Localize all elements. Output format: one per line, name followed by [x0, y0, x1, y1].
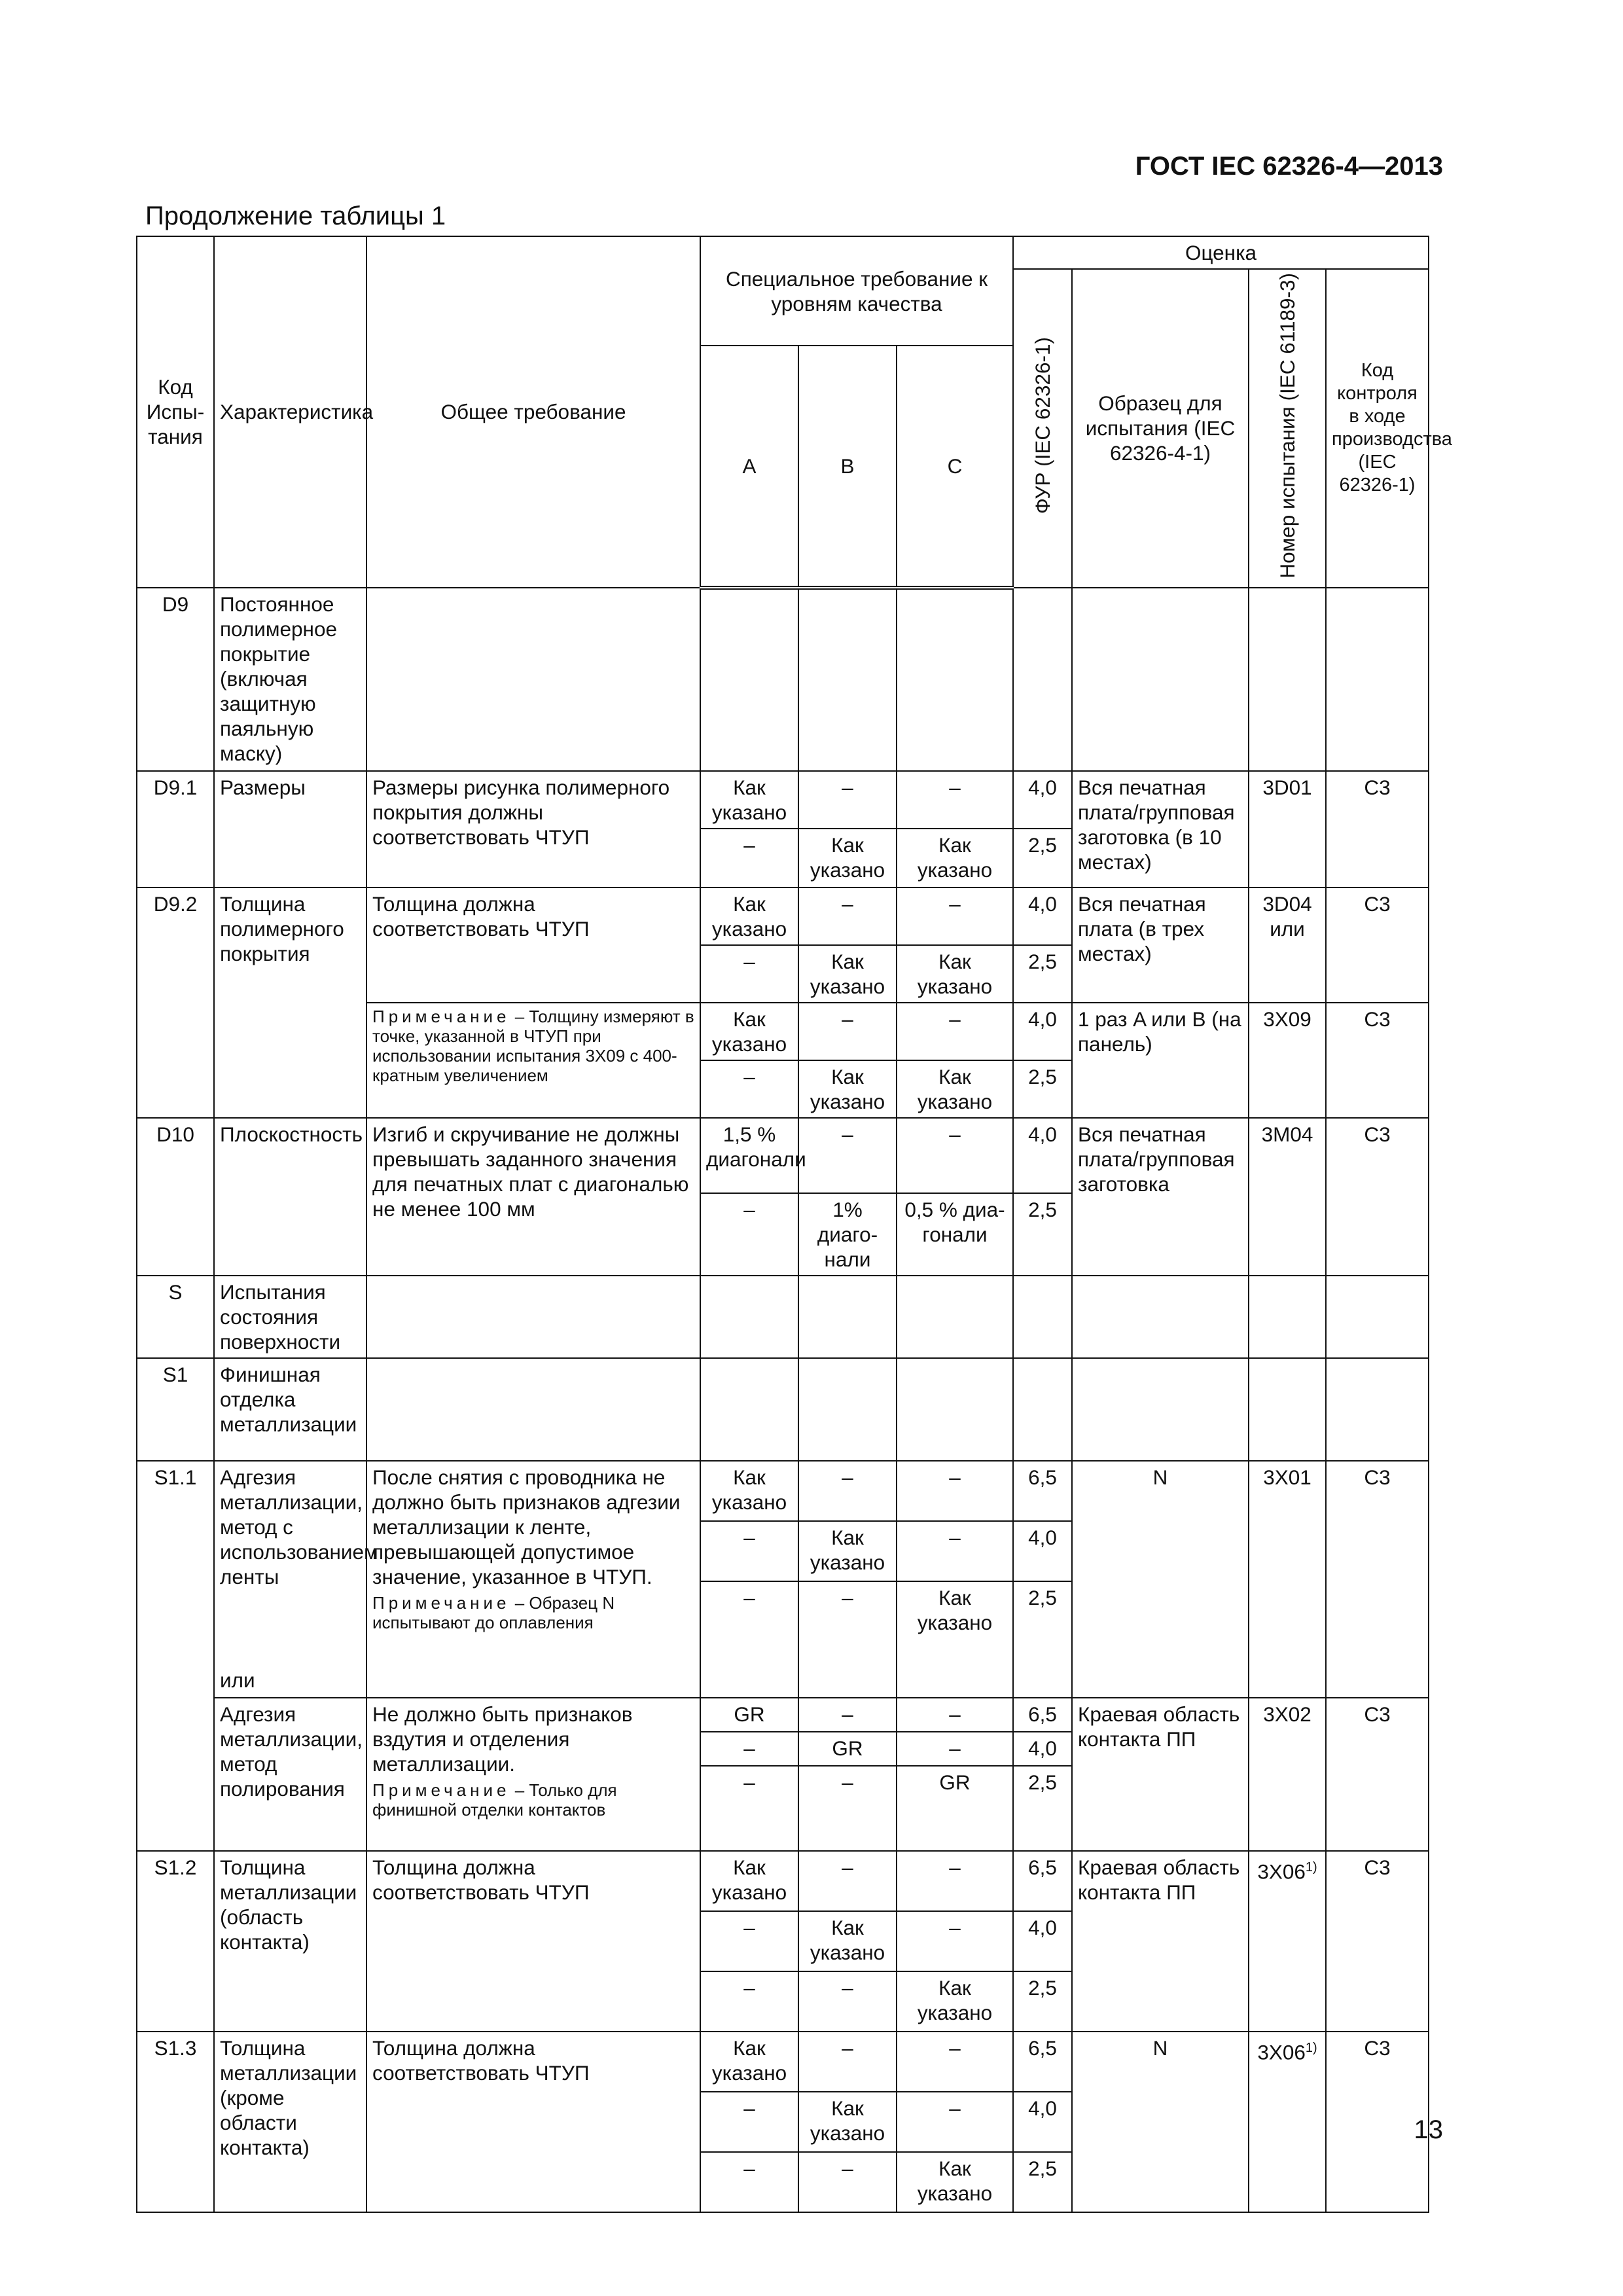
level-a: – [700, 1732, 798, 1766]
row-code: D10 [137, 1118, 214, 1276]
level-c: Как указано [897, 829, 1013, 888]
level-b: Как указано [798, 1521, 897, 1581]
row-characteristic: Толщина металлизации (область контакта) [214, 1851, 366, 2032]
level-c: – [897, 1461, 1013, 1521]
table-row [137, 588, 1429, 771]
row-requirement: Толщина должна соответствовать ЧТУП [366, 1851, 700, 2032]
col-special-header: Специальное требование к уровням качества [700, 236, 1013, 346]
level-a: – [700, 1581, 798, 1698]
note-text: – Толщину измеряют в точке, указанной в ЧТУП при использовании испытания 3X09 с 400-кратным увеличением [372, 1006, 694, 1085]
row-code: D9.2 [137, 888, 214, 1118]
row-requirement: Толщина должна соответствовать ЧТУП [366, 2032, 700, 2212]
sample: Вся печатная плата (в трех местах) [1072, 888, 1249, 1003]
level-b: – [798, 1581, 897, 1698]
fur-value: 4,0 [1013, 771, 1072, 829]
row-requirement: После снятия с проводника не должно быть признаков адгезии металлизации к ленте, превышающей допустимое значение, указанное в ЧТУП. Примечание – Образец N испытывают до оплавления [366, 1461, 700, 1698]
control-code: C3 [1326, 771, 1429, 888]
level-c: – [897, 771, 1013, 829]
level-c: – [897, 888, 1013, 945]
fur-value: 2,5 [1013, 945, 1072, 1003]
fur-value: 2,5 [1013, 1766, 1072, 1851]
level-c: 0,5 % диа-гонали [897, 1193, 1013, 1276]
level-a: – [700, 1911, 798, 1971]
row-code: D9.1 [137, 771, 214, 888]
test-number: 3X01 [1249, 1461, 1326, 1698]
level-a: Как указано [700, 771, 798, 829]
standard-number: ГОСТ IEC 62326-4—2013 [1135, 152, 1443, 181]
level-c: – [897, 1003, 1013, 1060]
col-a-header: A [700, 346, 798, 588]
table-row [137, 888, 1429, 945]
table-row [137, 1358, 1429, 1461]
control-code: C3 [1326, 1118, 1429, 1276]
row-requirement: Размеры рисунка полимерного покрытия должны соответствовать ЧТУП [366, 771, 700, 888]
level-c: – [897, 1521, 1013, 1581]
level-c: Как указано [897, 1971, 1013, 2032]
row-requirement: Толщина должна соответствовать ЧТУП [366, 888, 700, 1003]
fur-value: 4,0 [1013, 1911, 1072, 1971]
row-characteristic: Испытания состояния поверхности [214, 1276, 366, 1358]
level-b: Как указано [798, 2092, 897, 2152]
table-caption: Продолжение таблицы 1 [145, 202, 446, 230]
level-c: – [897, 1732, 1013, 1766]
or-label: или [220, 1668, 255, 1692]
level-b: 1% диаго-нали [798, 1193, 897, 1276]
test-number: 3X02 [1249, 1698, 1326, 1851]
row-characteristic: Толщина металлизации (кроме области контакта) [214, 2032, 366, 2212]
fur-value: 2,5 [1013, 829, 1072, 888]
row-requirement: Не должно быть признаков вздутия и отделения металлизации. Примечание – Только для финишной отделки контактов [366, 1698, 700, 1851]
table-row [137, 1276, 1429, 1358]
level-a: – [700, 945, 798, 1003]
table-row [137, 1461, 1429, 1521]
level-b: – [798, 2152, 897, 2212]
row-note [366, 1003, 700, 1118]
level-c: – [897, 1851, 1013, 1911]
fur-value: 4,0 [1013, 888, 1072, 945]
level-a: – [700, 2152, 798, 2212]
col-fur-header: ФУР (IEC 62326-1) [1013, 269, 1072, 588]
level-b: – [798, 1461, 897, 1521]
test-number: 3X09 [1249, 1003, 1326, 1118]
level-a: – [700, 2092, 798, 2152]
level-a: 1,5 % диагонали [700, 1118, 798, 1193]
fur-value: 4,0 [1013, 2092, 1072, 2152]
level-b: – [798, 1118, 897, 1193]
control-code: C3 [1326, 1698, 1429, 1851]
test-number: 3X06$^{1)}$ [1249, 1851, 1326, 2032]
level-c: Как указано [897, 1060, 1013, 1118]
level-c: – [897, 1118, 1013, 1193]
control-code: C3 [1326, 888, 1429, 1003]
control-code: C3 [1326, 1851, 1429, 2032]
row-code: S1.1 [137, 1461, 214, 1851]
control-code: C3 [1326, 2032, 1429, 2212]
row-characteristic: Плоскостность [214, 1118, 366, 1276]
sample: 1 раз A или B (на панель) [1072, 1003, 1249, 1118]
note-label: Примечание [372, 1780, 510, 1800]
level-c: Как указано [897, 945, 1013, 1003]
level-b: – [798, 1698, 897, 1732]
level-b: – [798, 771, 897, 829]
level-a: Как указано [700, 1003, 798, 1060]
table-row [137, 1118, 1429, 1193]
fur-value: 6,5 [1013, 2032, 1072, 2092]
fur-value: 4,0 [1013, 1003, 1072, 1060]
fur-value: 6,5 [1013, 1851, 1072, 1911]
fur-value: 2,5 [1013, 1193, 1072, 1276]
level-a: Как указано [700, 2032, 798, 2092]
level-a: – [700, 1971, 798, 2032]
control-code: C3 [1326, 1003, 1429, 1118]
col-b-header: B [798, 346, 897, 588]
sample: Краевая область контакта ПП [1072, 1698, 1249, 1851]
level-c: – [897, 2092, 1013, 2152]
note-text: – Только для финишной отделки контактов [372, 1780, 617, 1820]
level-a: Как указано [700, 1851, 798, 1911]
level-b: – [798, 2032, 897, 2092]
fur-value: 2,5 [1013, 1971, 1072, 2032]
col-sample-header: Образец для испытания (IEC 62326-4-1) [1072, 269, 1249, 588]
table-row [137, 771, 1429, 829]
col-control-header: Код контроля в ходе производства (IEC 62326-1) [1326, 269, 1429, 588]
fur-value: 4,0 [1013, 1732, 1072, 1766]
table-row [137, 1698, 1429, 1732]
row-code: S [137, 1276, 214, 1358]
note-label: Примечание [372, 1592, 510, 1613]
row-code: S1.3 [137, 2032, 214, 2212]
test-number: 3X06$^{1)}$ [1249, 2032, 1326, 2212]
level-a: Как указано [700, 888, 798, 945]
fur-value: 2,5 [1013, 1060, 1072, 1118]
row-requirement: Изгиб и скручивание не должны превышать заданного значения для печатных плат с диагональю не менее 100 мм [366, 1118, 700, 1276]
row-characteristic: Толщина полимерного покрытия [214, 888, 366, 1118]
level-b: Как указано [798, 829, 897, 888]
test-number: 3M04 [1249, 1118, 1326, 1276]
level-b: Как указано [798, 945, 897, 1003]
fur-value: 6,5 [1013, 1461, 1072, 1521]
level-a: – [700, 1521, 798, 1581]
table-row [137, 1851, 1429, 1911]
col-c-header: C [897, 346, 1013, 588]
row-characteristic: Размеры [214, 771, 366, 888]
level-a: – [700, 829, 798, 888]
sample: Вся печатная плата/групповая заготовка (в 10 местах) [1072, 771, 1249, 888]
row-characteristic: Финишная отделка металлизации [214, 1358, 366, 1461]
fur-value: 4,0 [1013, 1118, 1072, 1193]
requirements-table [136, 236, 1452, 2213]
row-code: S1 [137, 1358, 214, 1461]
level-b: – [798, 1971, 897, 2032]
fur-value: 4,0 [1013, 1521, 1072, 1581]
level-c: Как указано [897, 1581, 1013, 1698]
level-c: – [897, 1911, 1013, 1971]
row-code: D9 [137, 588, 214, 771]
col-characteristic-header: Характеристика [214, 236, 366, 588]
level-a: – [700, 1766, 798, 1851]
level-a: GR [700, 1698, 798, 1732]
row-characteristic: Адгезия металлизации, метод с использованием ленты или [214, 1461, 366, 1698]
sample: Краевая область контакта ПП [1072, 1851, 1249, 2032]
test-number: 3D04 или [1249, 888, 1326, 1003]
page-number: 13 [1414, 2115, 1443, 2144]
level-a: Как указано [700, 1461, 798, 1521]
level-b: Как указано [798, 1060, 897, 1118]
sample: Вся печатная плата/групповая заготовка [1072, 1118, 1249, 1276]
fur-value: 2,5 [1013, 2152, 1072, 2212]
col-general-header: Общее требование [366, 236, 700, 588]
test-number: 3D01 [1249, 771, 1326, 888]
level-b: GR [798, 1732, 897, 1766]
row-characteristic: Адгезия металлизации, метод полирования [214, 1698, 366, 1851]
level-b: – [798, 1003, 897, 1060]
sample: N [1072, 2032, 1249, 2212]
level-b: – [798, 888, 897, 945]
col-evaluation-header: Оценка [1013, 236, 1429, 269]
control-code: C3 [1326, 1461, 1429, 1698]
note-label: Примечание [372, 1006, 510, 1026]
col-testno-header: Номер испытания (IEC 61189-3) [1249, 269, 1326, 588]
level-c: Как указано [897, 2152, 1013, 2212]
level-c: GR [897, 1766, 1013, 1851]
level-b: – [798, 1766, 897, 1851]
fur-value: 2,5 [1013, 1581, 1072, 1698]
sample: N [1072, 1461, 1249, 1698]
note-text: – Образец N испытывают до оплавления [372, 1592, 615, 1632]
row-code: S1.2 [137, 1851, 214, 2032]
level-c: – [897, 1698, 1013, 1732]
row-characteristic: Постоянное полимерное покрытие (включая защитную паяльную маску) [214, 588, 366, 771]
fur-value: 6,5 [1013, 1698, 1072, 1732]
level-c: – [897, 2032, 1013, 2092]
table-row [137, 2032, 1429, 2092]
level-b: – [798, 1851, 897, 1911]
col-code-header: Код Испы-тания [137, 236, 214, 588]
level-b: Как указано [798, 1911, 897, 1971]
level-a: – [700, 1060, 798, 1118]
level-a: – [700, 1193, 798, 1276]
